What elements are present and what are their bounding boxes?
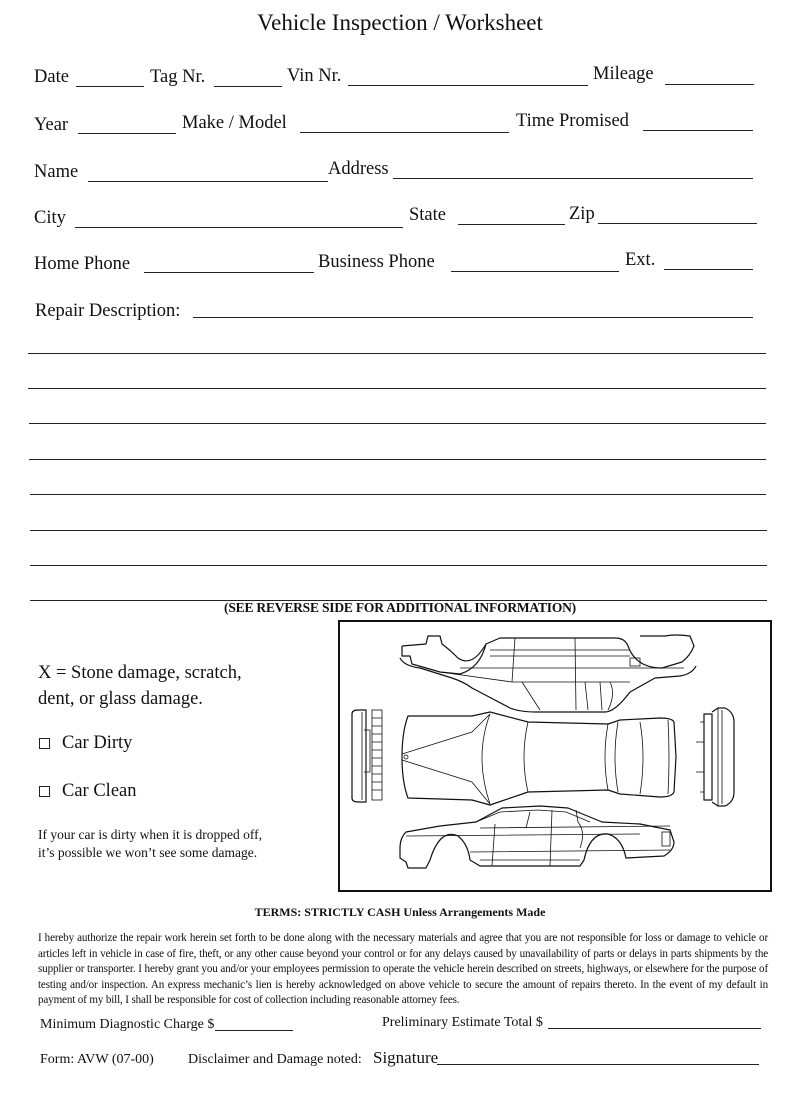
address-label: Address	[328, 159, 389, 179]
mileage-label: Mileage	[593, 64, 654, 84]
time-promised-field[interactable]	[643, 110, 757, 132]
description-line-5	[30, 494, 766, 495]
vin-field[interactable]	[348, 65, 592, 87]
car-front-view	[352, 710, 382, 802]
state-field[interactable]	[458, 204, 569, 226]
make-model-label: Make / Model	[182, 113, 287, 133]
city-field[interactable]	[75, 207, 407, 229]
car-clean-checkbox[interactable]	[39, 786, 50, 797]
state-label: State	[409, 205, 446, 225]
car-clean-label: Car Clean	[62, 781, 137, 801]
dirty-car-note	[38, 826, 262, 862]
min-diagnostic-label: Minimum Diagnostic Charge $	[40, 1017, 215, 1032]
car-dirty-option[interactable]	[39, 733, 132, 754]
dirty-car-note-line2: it’s possible we won’t see some damage.	[38, 845, 258, 860]
car-dirty-label: Car Dirty	[62, 733, 133, 753]
business-phone-label: Business Phone	[318, 252, 435, 272]
mileage-field[interactable]	[665, 64, 758, 86]
zip-field[interactable]	[598, 203, 761, 225]
business-phone-field[interactable]	[451, 251, 623, 273]
preliminary-estimate-label: Preliminary Estimate Total $	[382, 1015, 543, 1030]
description-line-7	[30, 565, 767, 566]
signature-label: Signature	[373, 1048, 439, 1067]
damage-legend-line2: dent, or glass damage.	[38, 689, 203, 709]
repair-description-textarea[interactable]	[28, 300, 768, 600]
make-model-field[interactable]	[300, 112, 513, 134]
ext-field[interactable]	[664, 249, 757, 271]
car-damage-diagram-icon	[340, 622, 770, 890]
car-rear-view	[696, 708, 734, 806]
see-reverse-note: (SEE REVERSE SIDE FOR ADDITIONAL INFORMATION)	[224, 600, 576, 615]
authorization-legal-text: I hereby authorize the repair work herein set forth to be done along with the necessary materials and agree that you are not responsible for loss or damage to vehicle or articles left in vehicle in case of fire, theft, or any other cause beyond your control or for any delays caused by unavailability of parts or delays in parts shipments by the supplier or transporter. I hereby grant you and/or your employees permission to operate the vehicle herein described on streets, highways, or elsewhere for the purpose of testing and/or inspection. An express mechanic’s lien is hereby acknowledged on above vehicle to secure the amount of repairs thereto. In the event of my default in payment of my bill, I shall be responsible for cost of collection including reasonable attorney fees.	[38, 932, 768, 1006]
description-line-6	[30, 530, 767, 531]
zip-label: Zip	[569, 204, 595, 224]
tag-field[interactable]	[214, 66, 286, 88]
time-promised-label: Time Promised	[516, 111, 629, 131]
car-clean-option[interactable]	[39, 781, 137, 802]
car-diagram-box[interactable]	[338, 620, 772, 892]
car-right-side-view	[400, 806, 674, 868]
description-line-1	[28, 353, 766, 354]
name-field[interactable]	[88, 161, 332, 183]
min-diagnostic-field[interactable]	[215, 1012, 297, 1032]
address-field[interactable]	[393, 158, 757, 180]
preliminary-estimate-field[interactable]	[548, 1010, 765, 1030]
home-phone-field[interactable]	[144, 252, 318, 274]
dirty-car-note-line1: If your car is dirty when it is dropped off,	[38, 827, 262, 842]
description-line-3	[29, 423, 766, 424]
home-phone-label: Home Phone	[34, 254, 131, 274]
vin-label: Vin Nr.	[287, 66, 342, 86]
damage-legend	[38, 660, 242, 712]
city-label: City	[34, 208, 66, 228]
ext-label: Ext.	[625, 250, 656, 270]
description-line-4	[29, 459, 766, 460]
form-title: Vehicle Inspection / Worksheet	[257, 10, 543, 35]
year-field[interactable]	[78, 113, 180, 135]
car-left-side-view	[400, 635, 696, 712]
date-label: Date	[34, 67, 69, 87]
description-line-2	[28, 388, 766, 389]
name-label: Name	[34, 162, 79, 182]
form-id: Form: AVW (07-00)	[40, 1052, 154, 1067]
car-top-view	[402, 712, 676, 805]
terms-heading: TERMS: STRICTLY CASH Unless Arrangements Made	[254, 905, 546, 919]
signature-field[interactable]	[437, 1045, 763, 1067]
disclaimer-label: Disclaimer and Damage noted:	[188, 1052, 362, 1067]
repair-description-label: Repair Description:	[35, 301, 181, 321]
tag-label: Tag Nr.	[150, 67, 206, 87]
car-dirty-checkbox[interactable]	[39, 738, 50, 749]
year-label: Year	[34, 115, 69, 135]
damage-legend-line1: X = Stone damage, scratch,	[38, 663, 242, 683]
date-field[interactable]	[76, 66, 148, 88]
